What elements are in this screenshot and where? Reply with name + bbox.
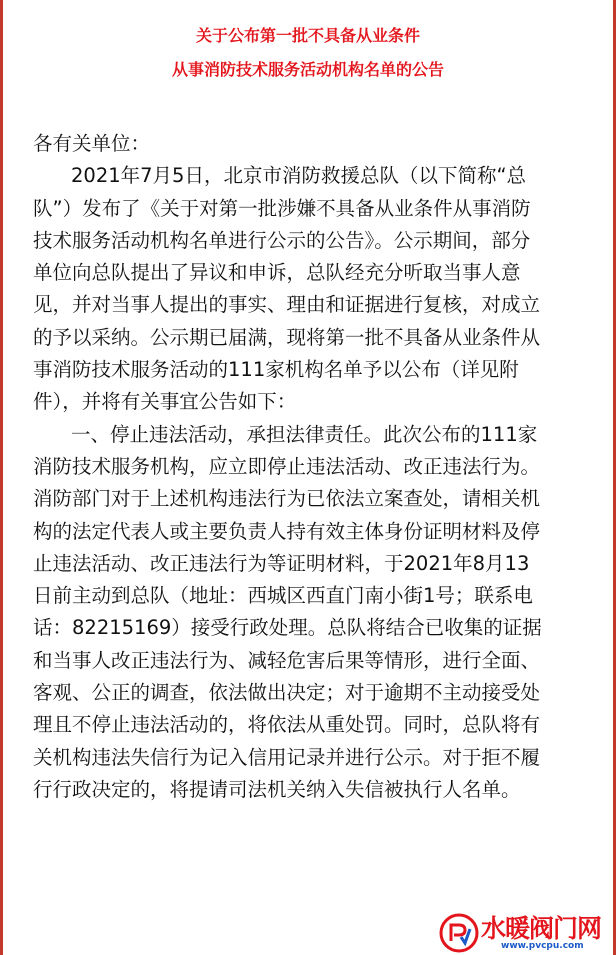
watermark-url: www.pvcpu.com: [501, 941, 584, 951]
paragraph-line: 2021年7月5日，北京市消防救援总队（以下简称“总: [71, 164, 527, 188]
paragraph-line: 关机构违法失信行为记入信用记录并进行公示。对于拒不履: [33, 745, 541, 769]
paragraph-line: 一、停止违法活动，承担法律责任。此次公布的111家: [71, 422, 538, 446]
watermark-text: 水暖阀门网: [481, 914, 602, 943]
pv-logo-icon: [439, 913, 479, 953]
paragraph-line: 日前主动到总队（地址：西城区西直门南小街1号；联系电: [33, 584, 533, 608]
paragraph-line: 和当事人改正违法行为、减轻危害后果等情形，进行全面、: [33, 648, 541, 672]
paragraph-line: 客观、公正的调查，依法做出决定；对于逾期不主动接受处: [33, 681, 541, 705]
paragraph-line: 消防部门对于上述机构违法行为已依法立案查处，请相关机: [33, 487, 541, 511]
paragraph-line: 见，并对当事人提出的事实、理由和证据进行复核，对成立: [33, 293, 541, 317]
paragraph-line: 技术服务活动机构名单进行公示的公告》。公示期间，部分: [33, 228, 531, 252]
paragraph-line: 件），并将有关事宜公告如下：: [33, 390, 297, 414]
paragraph-line: 行行政决定的，将提请司法机关纳入失信被执行人名单。: [33, 777, 521, 801]
paragraph-line: 消防技术服务机构，应立即停止违法活动、改正违法行为。: [33, 454, 541, 478]
site-watermark: [439, 905, 607, 955]
paragraph-line: 理且不停止违法活动的，将依法从重处罚。同时，总队将有: [33, 713, 541, 737]
paragraph-line: 话：82215169）接受行政处理。总队将结合已收集的证据: [33, 616, 542, 640]
paragraph-line: 事消防技术服务活动的111家机构名单予以公布（详见附: [33, 358, 519, 382]
paragraph-line: 单位向总队提出了异议和申诉，总队经充分听取当事人意: [33, 261, 521, 285]
document-body: [33, 128, 585, 806]
salutation: 各有关单位：: [33, 132, 151, 155]
paragraph-line: 构的法定代表人或主要负责人持有效主体身份证明材料及停: [33, 519, 541, 543]
paragraph-line: 止违法活动、改正违法行为等证明材料，于2021年8月13: [33, 551, 530, 575]
paragraph-line: 的予以采纳。公示期已届满，现将第一批不具备从业条件从: [33, 325, 541, 349]
paragraph-line: 队”）发布了《关于对第一批涉嫌不具备从业条件从事消防: [33, 196, 531, 220]
document-title-line2: 从事消防技术服务活动机构名单的公告: [171, 60, 444, 79]
document-title-line1: 关于公布第一批不具备从业条件: [195, 26, 420, 45]
